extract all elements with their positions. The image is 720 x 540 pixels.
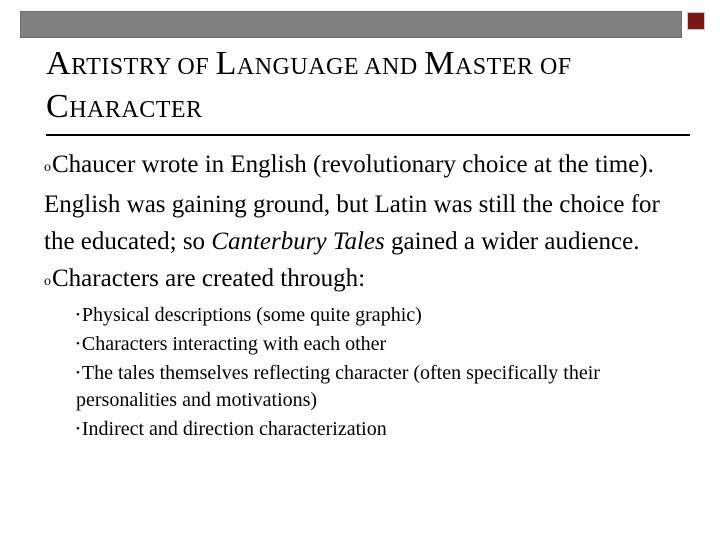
- sub-bullet-list: [44, 302, 684, 443]
- bullet-italic-text: Canterbury Tales: [211, 228, 385, 255]
- bullet-item: [44, 260, 684, 300]
- slide-body: [44, 146, 684, 445]
- title-word: MASTER: [424, 45, 540, 82]
- title-underline: [46, 134, 690, 136]
- dot-bullet-icon: •: [76, 367, 80, 379]
- title-word: OF: [539, 54, 572, 80]
- title-line-2: [46, 87, 686, 130]
- sub-bullet-text: The tales themselves reflecting character (often specifically their personalities and motivations): [76, 362, 600, 411]
- circle-bullet-icon: o: [44, 160, 51, 175]
- title-word: AND: [364, 54, 425, 80]
- title-word: CHARACTER: [46, 88, 203, 125]
- title-word: LANGUAGE: [215, 45, 365, 82]
- sub-bullet-item: [76, 302, 684, 329]
- bullet-text: Characters are created through:: [52, 265, 366, 292]
- corner-accent-box: [687, 12, 705, 30]
- bullet-text: Chaucer wrote in English (revolutionary choice at the time). English was gaining ground, but Latin was still the choice for the educated; so: [44, 151, 660, 255]
- slide-title: [46, 44, 686, 130]
- title-word: ARTISTRY: [46, 45, 178, 82]
- bullet-text: gained a wider audience.: [384, 228, 640, 255]
- dot-bullet-icon: •: [76, 423, 80, 435]
- sub-bullet-text: Physical descriptions (some quite graphic): [81, 304, 422, 326]
- sub-bullet-text: Characters interacting with each other: [81, 333, 387, 355]
- top-decorative-bar: [20, 11, 682, 38]
- circle-bullet-icon: o: [44, 274, 51, 289]
- sub-bullet-item: [76, 331, 684, 358]
- dot-bullet-icon: •: [76, 338, 80, 350]
- title-line-1: [46, 44, 686, 87]
- dot-bullet-icon: •: [76, 309, 80, 321]
- title-word: OF: [177, 54, 216, 80]
- sub-bullet-item: [76, 360, 684, 414]
- bullet-item: [44, 146, 684, 260]
- sub-bullet-text: Indirect and direction characterization: [81, 418, 387, 440]
- sub-bullet-item: [76, 416, 684, 443]
